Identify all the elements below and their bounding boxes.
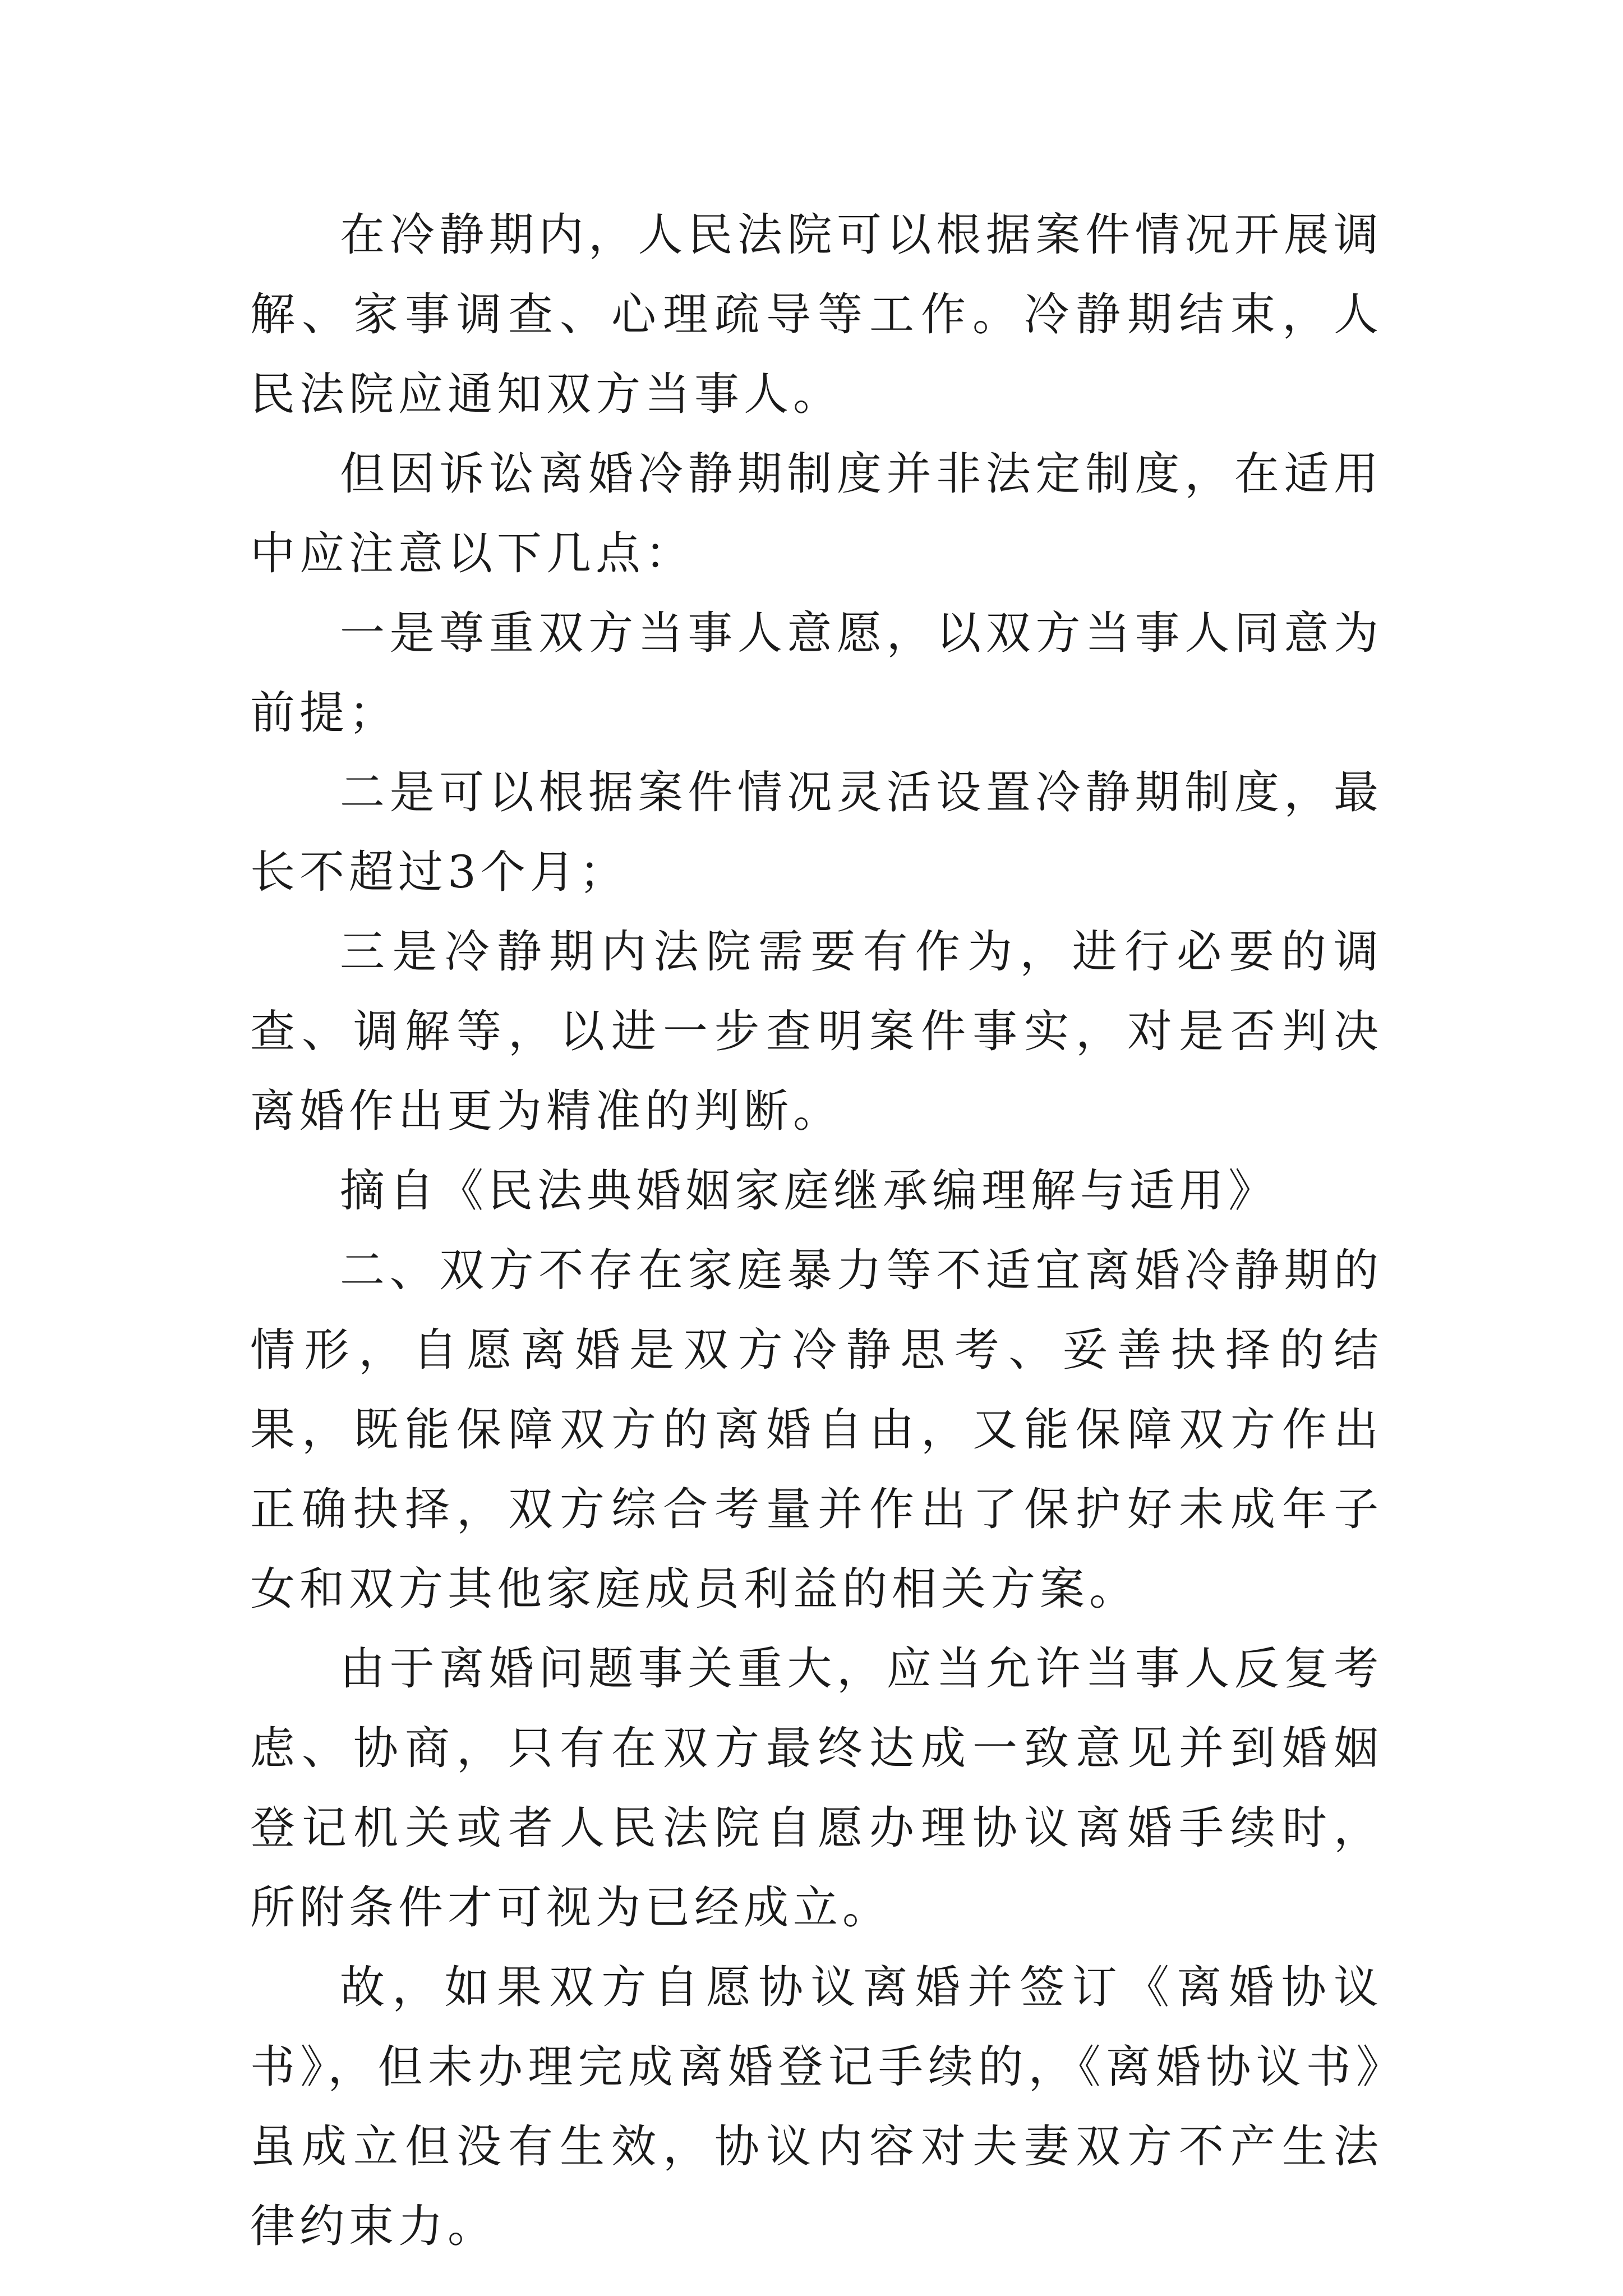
paragraph-point-one: 一是尊重双方当事人意愿，以双方当事人同意为前提； <box>250 607 1383 739</box>
paragraph-point-three: 三是冷静期内法院需要有作为，进行必要的调查、调解等，以进一步查明案件事实，对是否判决离婚作出更为精准的判断。 <box>250 926 1383 1137</box>
paragraph-conclusion: 故，如果双方自愿协议离婚并签订《离婚协议书》，但未办理完成离婚登记手续的，《离婚协议书》虽成立但没有生效，协议内容对夫妻双方不产生法律约束力。 <box>250 1961 1383 2252</box>
paragraph-divorce-matter: 由于离婚问题事关重大，应当允许当事人反复考虑、协商，只有在双方最终达成一致意见并到婚姻登记机关或者人民法院自愿办理协议离婚手续时，所附条件才可视为已经成立。 <box>250 1642 1383 1934</box>
paragraph-source-citation: 摘自《民法典婚姻家庭继承编理解与适用》 <box>340 1165 1278 1217</box>
paragraph-point-two: 二是可以根据案件情况灵活设置冷静期制度，最长不超过3个月； <box>250 766 1383 898</box>
paragraph-points-intro: 但因诉讼离婚冷静期制度并非法定制度，在适用中应注意以下几点： <box>250 448 1383 579</box>
document-body <box>250 195 1383 2266</box>
paragraph-section-two: 二、双方不存在家庭暴力等不适宜离婚冷静期的情形，自愿离婚是双方冷静思考、妥善抉择的结果，既能保障双方的离婚自由，又能保障双方作出正确抉择，双方综合考量并作出了保护好未成年子女和双方其他家庭成员利益的相关方案。 <box>250 1244 1383 1615</box>
paragraph-cooling-period-mediation: 在冷静期内，人民法院可以根据案件情况开展调解、家事调查、心理疏导等工作。冷静期结束，人民法院应通知双方当事人。 <box>250 209 1383 420</box>
